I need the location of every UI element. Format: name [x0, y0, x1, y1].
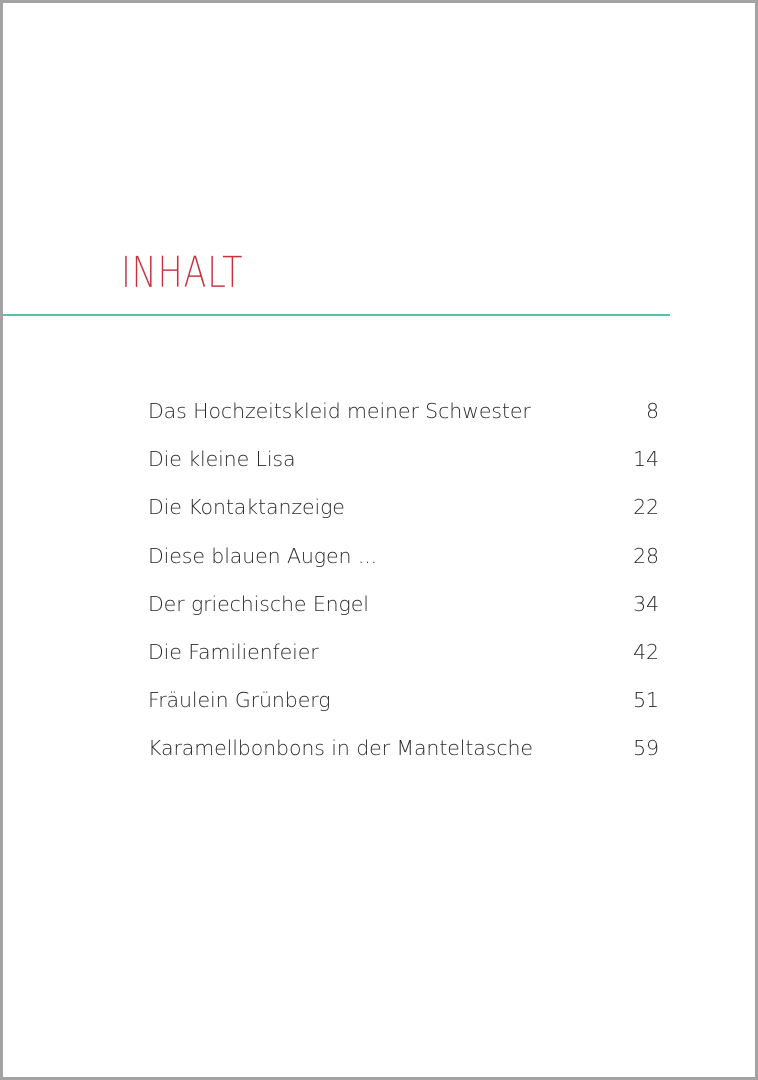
toc-entry-page: 34 — [633, 591, 659, 616]
toc-entry-page: 22 — [633, 495, 659, 520]
title-divider — [3, 314, 670, 316]
toc-entry-page: 28 — [633, 543, 659, 568]
toc-entry — [148, 435, 659, 483]
toc-entry-title: Diese blauen Augen ... — [148, 543, 378, 568]
toc-entry-title: Die kleine Lisa — [148, 447, 296, 472]
toc-entry-title: Fräulein Grünberg — [148, 688, 331, 713]
toc-entry-title: Die Kontaktanzeige — [148, 495, 345, 520]
toc-entry-title: Das Hochzeitskleid meiner Schwester — [148, 399, 531, 423]
toc-entry — [148, 387, 659, 435]
table-of-contents — [148, 387, 659, 773]
toc-entry-title: Die Familienfeier — [148, 639, 319, 664]
toc-entry — [148, 532, 659, 580]
toc-entry-page: 51 — [633, 688, 659, 713]
toc-entry — [148, 580, 659, 628]
toc-entry — [148, 676, 659, 724]
toc-entry-page: 14 — [633, 447, 659, 472]
toc-entry-title: Karamellbonbons in der Manteltasche — [148, 736, 533, 761]
toc-entry-title: Der griechische Engel — [148, 591, 369, 616]
toc-entry-page: 42 — [633, 639, 659, 664]
toc-entry-page: 8 — [646, 399, 659, 423]
page-title: INHALT — [121, 248, 244, 298]
toc-entry — [148, 724, 659, 772]
toc-entry-page: 59 — [633, 736, 659, 761]
toc-entry — [148, 483, 659, 531]
toc-entry — [148, 628, 659, 676]
